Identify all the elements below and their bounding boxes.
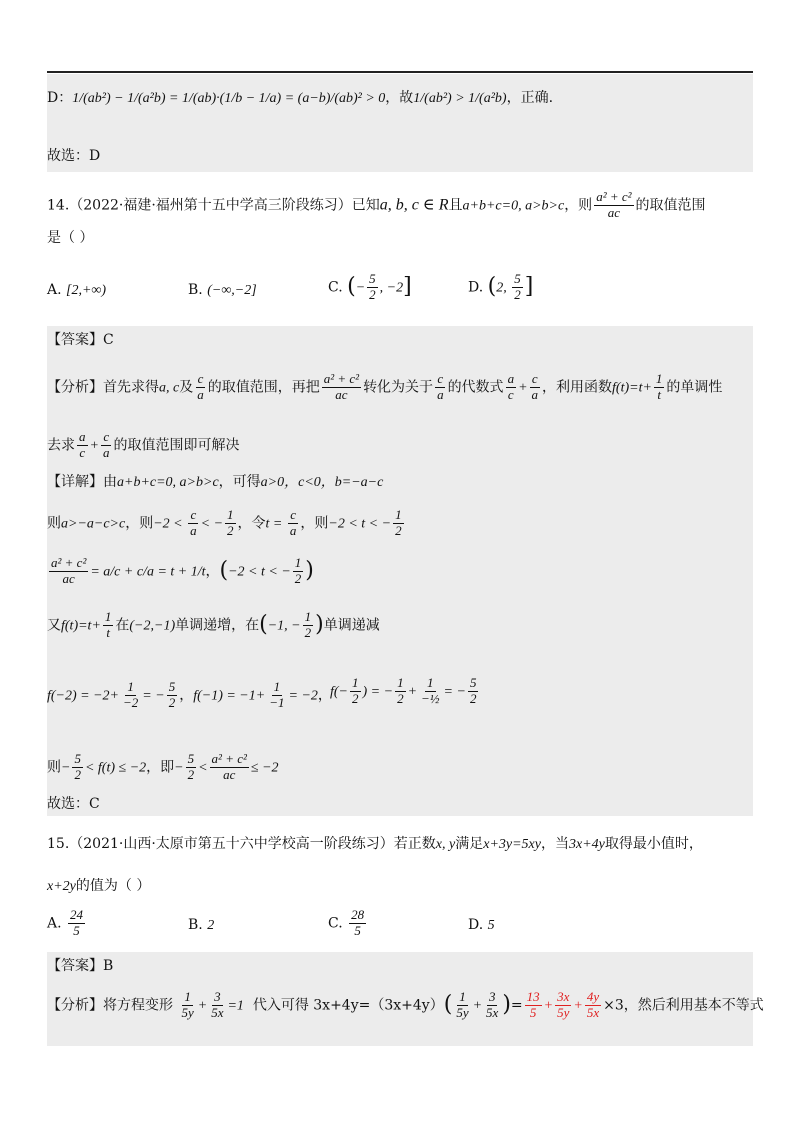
q15-analysis: 【分析】将方程变形 $\frac{1}{5y}$ + $\frac{3}{5x}$ =1 代入可得 3x+4y=（3x+4y）( $\frac{1}{5y}$ + $\frac{3}{5x}$ )= $\frac{13}{5}$ + $\frac{3x}{5y}$ + $\frac{4y}{5x}$ ×3，然后利用基本不等式: [47, 989, 764, 1020]
q15-red-term-1: $\frac{13}{5}$: [526, 989, 540, 1020]
q14-detail-line5b: f(− $\frac{1}{2}$ ) = − $\frac{1}{2}$ + $\frac{1}{\text{−½}}$ = − $\frac{5}{2}$: [330, 675, 477, 706]
top-rule: [47, 71, 753, 73]
d-item-label: D：: [47, 90, 73, 106]
q15-option-d: D. 5: [468, 917, 495, 933]
d-item-math: 1/(ab²) − 1/(a²b) = 1/(ab)·(1/b − 1/a) = (a−b)/(ab)² > 0: [72, 91, 386, 106]
q14-detail-line5: f(−2) = −2+ $\frac{1}{-2}$ = − $\frac{5}{2}$ ，f(−1) = −1+ $\frac{1}{-1}$ = −2，: [47, 679, 332, 710]
q14-choose: 故选：C: [47, 796, 100, 812]
q14-detail-line1: 【详解】由a+b+c=0, a>b>c，可得a>0，c<0，b=−a−c: [47, 474, 384, 490]
q15-red-term-2: $\frac{3x}{5y}$: [557, 989, 570, 1020]
q14-analysis-line2: 去求 $\frac{a}{c}$ + $\frac{c}{a}$ 的取值范围即可解决: [47, 429, 240, 460]
q15-condition: x+3y=5xy: [483, 837, 541, 852]
q14-option-c: C. (− $\frac{5}{2}$ , −2]: [328, 271, 412, 302]
q14-option-a: A. [2,+∞): [47, 282, 107, 298]
q14-detail-line2: 则a>−a−c>c，则−2 < $\frac{c}{a}$ < − $\frac{1}{2}$ ，令t = $\frac{c}{a}$ ，则−2 < t < − $\frac{1}{2}$: [47, 507, 402, 538]
q14-condition: a+b+c=0, a>b>c: [462, 198, 565, 214]
q14-stem: 14.（2022·福建·福州第十五中学高三阶段练习）已知a, b, c ∈ R且a+b+c=0, a>b>c，则 $\frac{\text{a² + c²}}{ac}$ 的取值范围: [47, 189, 706, 220]
q15-option-c: C. $\frac{28}{5}$: [328, 907, 365, 938]
q14-expr-fraction: $\frac{\text{a² + c²}}{ac}$: [596, 189, 632, 220]
q15-target: 3x+4y: [568, 837, 605, 852]
q14-detail-line4: 又f(t)=t+ $\frac{1}{t}$ 在(−2,−1)单调递增，在(−1, − $\frac{1}{2}$ )单调递减: [47, 609, 380, 640]
q15-answer: 【答案】B: [47, 958, 114, 974]
q14-analysis-line1: 【分析】首先求得a, c及 $\frac{c}{a}$ 的取值范围，再把 $\frac{\text{a² + c²}}{ac}$ 转化为关于 $\frac{c}{a}$ 的代数式 $\frac{a}{c}$ + $\frac{c}{a}$ ，利用函数f(t)=t+ $\frac{1}{t}$ 的单调性: [47, 371, 723, 402]
solution-block-13: [47, 74, 753, 172]
q15-stem: 15.（2021·山西·太原市第五十六中学校高一阶段练习）若正数x, y满足x+3y=5xy，当3x+4y取得最小值时，: [47, 836, 703, 852]
q15-red-term-3: $\frac{4y}{5x}$: [586, 989, 600, 1020]
q14-detail-line3: $\frac{\text{a² + c²}}{ac}$ = a/c + c/a = t + 1/t，(−2 < t < − $\frac{1}{2}$ ): [51, 555, 314, 586]
q14-vars: a, b, c ∈ R: [379, 196, 449, 214]
q14-answer: 【答案】C: [47, 332, 114, 348]
q15-option-a: A. $\frac{24}{5}$: [47, 907, 84, 938]
q14-stem-line2: 是（ ）: [47, 230, 94, 246]
d-item-line: D：1/(ab²) − 1/(a²b) = 1/(ab)·(1/b − 1/a) = (a−b)/(ab)² > 0，故1/(ab²) > 1/(a²b)，正确.: [47, 90, 554, 106]
q15-vars: x, y: [435, 837, 456, 852]
q14-option-b: B. (−∞,−2]: [188, 282, 257, 298]
d-item-conclusion: 1/(ab²) > 1/(a²b): [413, 91, 507, 106]
choose-d: 故选：D: [47, 148, 101, 164]
q14-detail-line6: 则− $\frac{5}{2}$ < f(t) ≤ −2，即− $\frac{5}{2}$ < $\frac{\text{a² + c²}}{ac}$ ≤ −2: [47, 751, 279, 782]
q15-stem-line2: x+2y的值为（ ）: [47, 878, 151, 894]
q14-option-d: D. (2, $\frac{5}{2}$ ]: [468, 271, 534, 302]
q15-option-b: B. 2: [188, 917, 215, 933]
